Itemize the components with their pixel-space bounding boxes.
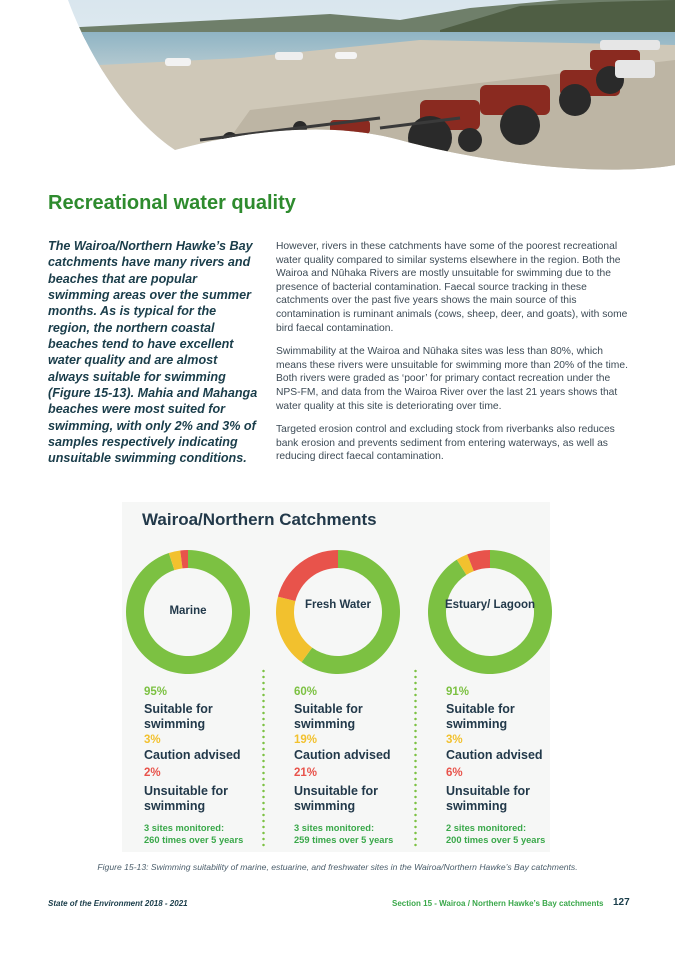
infographic-title: Wairoa/Northern Catchments	[142, 510, 377, 529]
donut-estuary	[426, 548, 554, 676]
donut-slice-suitable	[428, 550, 552, 674]
caution-label: Caution advised	[144, 748, 241, 762]
donut-label: Estuary/ Lagoon	[444, 599, 536, 611]
sites-frequency: 200 times over 5 years	[446, 835, 546, 845]
donut-freshwater	[274, 548, 402, 676]
caution-percent: 19%	[294, 734, 318, 746]
catchment-infographic	[122, 502, 550, 852]
unsuitable-percent: 6%	[446, 767, 463, 779]
sites-monitored: 3 sites monitored:	[144, 823, 225, 833]
sites-frequency: 259 times over 5 years	[294, 835, 394, 845]
column-marine	[124, 548, 256, 848]
unsuitable-percent: 2%	[144, 767, 161, 779]
body-text	[276, 240, 632, 474]
column-freshwater	[274, 548, 406, 848]
caution-percent: 3%	[446, 734, 463, 746]
unsuitable-label: Unsuitable for swimming	[446, 784, 531, 813]
section-title: Recreational water quality	[48, 192, 296, 214]
column-divider	[414, 668, 417, 848]
body-paragraph: Swimmability at the Wairoa and Nūhaka sites was less than 80%, which means these rivers were unsuitable for swimming more than 20% of the time. Both rivers were graded as ‘poor’ for primary contact recreation under the NPS-FM, and data from the Wairoa River over the last 21 years shows that water quality at this site is deteriorating over time.	[276, 346, 628, 412]
intro-text: The Wairoa/Northern Hawke’s Bay catchments have many rivers and beaches that are popular swimming areas over the summer months. As is typical for the region, the northern coastal beaches tend to have excellent water quality and are almost always suitable for swimming (Figure 15-13). Mahia and Mahanga beaches were most suited for swimming, with only 2% and 3% of samples respectively indicating unsuitable swimming conditions.	[48, 239, 258, 466]
unsuitable-label: Unsuitable for swimming	[144, 784, 229, 813]
suitable-percent: 91%	[446, 686, 470, 698]
beach-photo	[0, 0, 675, 180]
caution-percent: 3%	[144, 734, 161, 746]
suitable-label: Suitable for swimming	[144, 702, 213, 731]
sites-frequency: 260 times over 5 years	[144, 835, 244, 845]
suitable-label: Suitable for swimming	[446, 702, 515, 731]
caution-label: Caution advised	[294, 748, 391, 762]
sites-monitored: 2 sites monitored:	[446, 823, 527, 833]
donut-label: Fresh Water	[304, 599, 372, 611]
footer-publication: State of the Environment 2018 - 2021	[48, 899, 188, 908]
suitable-label: Suitable for swimming	[294, 702, 363, 731]
column-estuary	[426, 548, 558, 848]
donut-slice-unsuitable	[278, 550, 338, 601]
sites-monitored: 3 sites monitored:	[294, 823, 375, 833]
suitable-percent: 95%	[144, 686, 168, 698]
body-paragraph: However, rivers in these catchments have some of the poorest recreational water quality compared to similar systems elsewhere in the region. Both the Wairoa and Nūhaka Rivers are mostly unsuitable for swimming due to the presence of bacterial contamination. Faecal source tracking in these catchments over the past five years shows the main source of this contamination is ruminant animals (cows, sheep, deer, and goats), with some bird faecal contamination.	[276, 241, 628, 334]
unsuitable-percent: 21%	[294, 767, 318, 779]
figure-caption: Figure 15-13: Swimming suitability of marine, estuarine, and freshwater sites in the Wairoa/Northern Hawke’s Bay catchments.	[97, 862, 578, 872]
suitable-percent: 60%	[294, 686, 318, 698]
caution-label: Caution advised	[446, 748, 543, 762]
column-divider	[262, 668, 265, 848]
unsuitable-label: Unsuitable for swimming	[294, 784, 379, 813]
page-number: 127	[613, 897, 630, 908]
footer-section: Section 15 - Wairoa / Northern Hawke’s Bay catchments	[392, 899, 604, 908]
body-paragraph: Targeted erosion control and excluding stock from riverbanks also reduces bank erosion and prevents sediment from entering waterways, as well as reducing direct faecal contamination.	[276, 424, 615, 463]
donut-label: Marine	[169, 605, 207, 617]
